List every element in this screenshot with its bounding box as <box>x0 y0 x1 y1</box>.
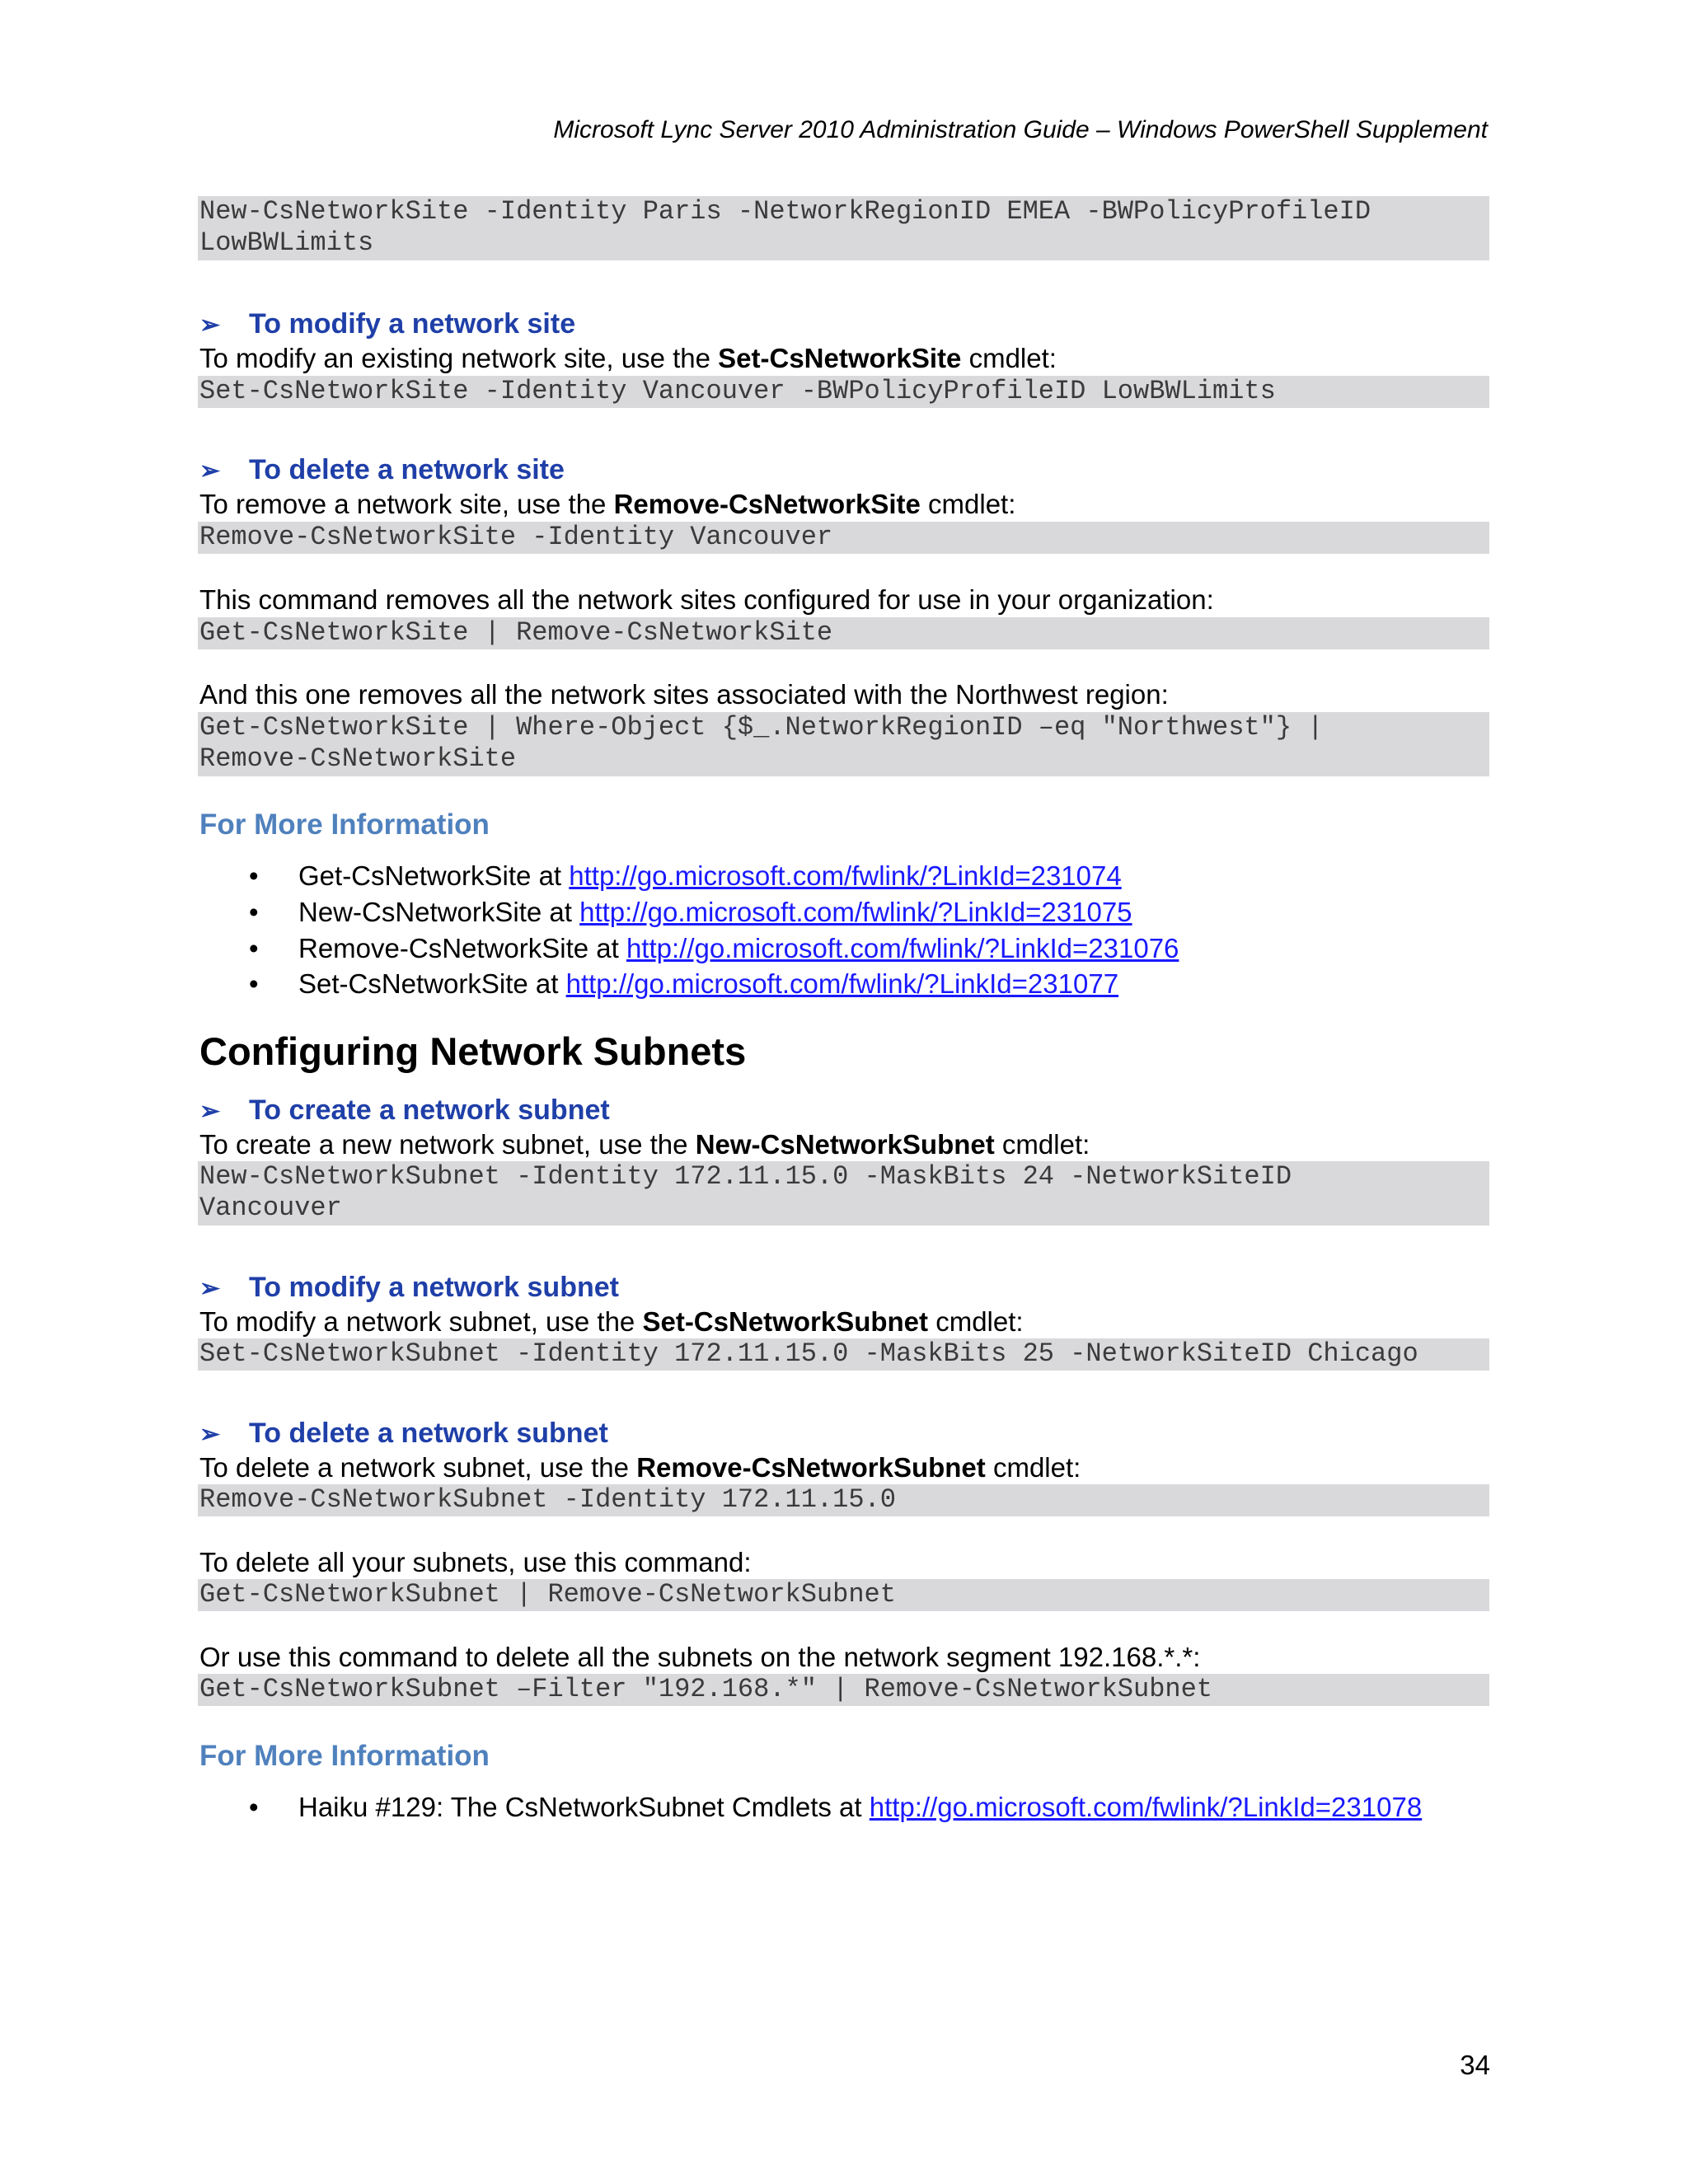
more-info-heading: For More Information <box>199 1740 490 1772</box>
paragraph-text: cmdlet: <box>994 1129 1090 1160</box>
paragraph-delete-all-subnets: To delete all your subnets, use this command: <box>199 1547 752 1577</box>
paragraph-delete-site <box>199 488 1015 521</box>
paragraph-text: To create a new network subnet, use the <box>199 1129 696 1160</box>
paragraph-modify-subnet <box>199 1305 1024 1338</box>
cmdlet-name: New-CsNetworkSubnet <box>695 1129 995 1160</box>
cmdlet-name: Set-CsNetworkSubnet <box>642 1306 929 1337</box>
reference-link[interactable]: http://go.microsoft.com/fwlink/?LinkId=231076 <box>626 933 1179 963</box>
code-block-new-subnet: New-CsNetworkSubnet -Identity 172.11.15.0 -MaskBits 24 -NetworkSiteID Vancouver <box>198 1161 1489 1226</box>
paragraph-text: cmdlet: <box>985 1452 1081 1483</box>
reference-link[interactable]: http://go.microsoft.com/fwlink/?LinkId=231075 <box>579 897 1132 927</box>
bullet-icon: • <box>249 933 259 963</box>
procedure-heading-delete-subnet <box>199 1417 608 1451</box>
link-prefix: Haiku #129: The CsNetworkSubnet Cmdlets at <box>298 1792 870 1822</box>
list-item <box>249 932 1179 965</box>
bullet-icon: • <box>249 1792 259 1822</box>
paragraph-text: cmdlet: <box>928 1306 1024 1337</box>
paragraph-remove-all-sites: This command removes all the network sites configured for use in your organization: <box>199 584 1214 615</box>
paragraph-text: To modify a network subnet, use the <box>199 1306 643 1337</box>
paragraph-text: To remove a network site, use the <box>199 489 614 519</box>
procedure-heading-label: To delete a network site <box>249 454 565 485</box>
code-block-set-site: Set-CsNetworkSite -Identity Vancouver -BWPolicyProfileID LowBWLimits <box>198 376 1489 408</box>
running-header: Microsoft Lync Server 2010 Administration Guide – Windows PowerShell Supplement <box>553 116 1488 143</box>
list-item <box>249 860 1122 893</box>
procedure-heading-modify-subnet <box>199 1271 619 1305</box>
paragraph-delete-subnet <box>199 1451 1081 1484</box>
section-heading: Configuring Network Subnets <box>199 1029 747 1073</box>
reference-link[interactable]: http://go.microsoft.com/fwlink/?LinkId=231074 <box>569 860 1122 891</box>
code-block-remove-all-sites: Get-CsNetworkSite | Remove-CsNetworkSite <box>198 617 1489 649</box>
code-block-new-site: New-CsNetworkSite -Identity Paris -NetworkRegionID EMEA -BWPolicyProfileID LowBWLimits <box>198 196 1489 260</box>
procedure-heading-create-subnet <box>199 1094 610 1128</box>
arrow-bullet-icon: ➢ <box>199 1275 221 1302</box>
bullet-icon: • <box>249 968 259 999</box>
more-info-heading: For More Information <box>199 808 490 841</box>
code-block-remove-northwest: Get-CsNetworkSite | Where-Object {$_.NetworkRegionID –eq "Northwest"} | Remove-CsNetworkSite <box>198 712 1489 776</box>
bullet-icon: • <box>249 897 259 927</box>
list-item <box>249 896 1132 929</box>
paragraph-text: To delete a network subnet, use the <box>199 1452 637 1483</box>
code-block-remove-subnet: Remove-CsNetworkSubnet -Identity 172.11.15.0 <box>198 1484 1489 1516</box>
code-block-remove-all-subnets: Get-CsNetworkSubnet | Remove-CsNetworkSubnet <box>198 1579 1489 1611</box>
arrow-bullet-icon: ➢ <box>199 1098 221 1125</box>
paragraph-text: cmdlet: <box>961 343 1057 373</box>
reference-link[interactable]: http://go.microsoft.com/fwlink/?LinkId=231078 <box>869 1792 1423 1822</box>
list-item <box>249 968 1118 1001</box>
paragraph-remove-northwest: And this one removes all the network sites associated with the Northwest region: <box>199 679 1169 710</box>
procedure-heading-delete-site <box>199 453 565 488</box>
cmdlet-name: Set-CsNetworkSite <box>718 343 962 373</box>
paragraph-text: To modify an existing network site, use the <box>199 343 719 373</box>
procedure-heading-label: To create a network subnet <box>249 1094 610 1126</box>
arrow-bullet-icon: ➢ <box>199 1421 221 1448</box>
link-prefix: New-CsNetworkSite at <box>298 897 580 927</box>
cmdlet-name: Remove-CsNetworkSite <box>613 489 921 519</box>
paragraph-text: cmdlet: <box>920 489 1016 519</box>
reference-link[interactable]: http://go.microsoft.com/fwlink/?LinkId=231077 <box>565 968 1119 999</box>
code-block-remove-segment: Get-CsNetworkSubnet –Filter "192.168.*" | Remove-CsNetworkSubnet <box>198 1674 1489 1706</box>
link-prefix: Remove-CsNetworkSite at <box>298 933 626 963</box>
arrow-bullet-icon: ➢ <box>199 457 221 485</box>
arrow-bullet-icon: ➢ <box>199 312 221 339</box>
procedure-heading-modify-site <box>199 307 575 342</box>
procedure-heading-label: To modify a network site <box>249 308 576 340</box>
paragraph-delete-segment: Or use this command to delete all the subnets on the network segment 192.168.*.*: <box>199 1642 1201 1672</box>
cmdlet-name: Remove-CsNetworkSubnet <box>636 1452 986 1483</box>
page-number: 34 <box>1460 2050 1490 2080</box>
procedure-heading-label: To modify a network subnet <box>249 1272 619 1303</box>
bullet-icon: • <box>249 860 259 891</box>
paragraph-create-subnet <box>199 1128 1090 1161</box>
procedure-heading-label: To delete a network subnet <box>249 1418 608 1449</box>
code-block-remove-site: Remove-CsNetworkSite -Identity Vancouver <box>198 522 1489 554</box>
code-block-set-subnet: Set-CsNetworkSubnet -Identity 172.11.15.0 -MaskBits 25 -NetworkSiteID Chicago <box>198 1338 1489 1371</box>
link-prefix: Set-CsNetworkSite at <box>298 968 566 999</box>
link-prefix: Get-CsNetworkSite at <box>298 860 570 891</box>
paragraph-modify-site <box>199 342 1057 375</box>
list-item <box>249 1791 1422 1824</box>
